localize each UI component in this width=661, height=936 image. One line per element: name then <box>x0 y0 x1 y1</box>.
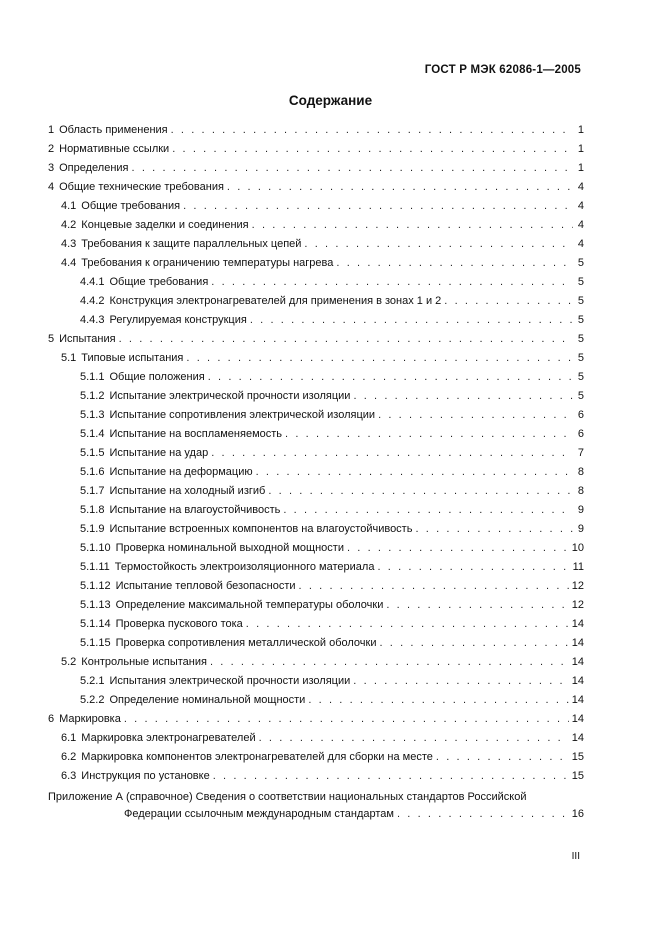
toc-entry-number: 5.1.8 <box>80 504 105 516</box>
toc-entry-page: 14 <box>571 637 584 649</box>
toc-entry-label <box>61 770 210 782</box>
toc-entry-text: Регулируемая конструкция <box>109 314 247 326</box>
toc-entry[interactable] <box>48 238 584 257</box>
toc-entry-label <box>80 618 243 630</box>
toc-entry-text: Испытание сопротивления электрической изоляции <box>109 409 376 421</box>
annex-title-line-2 <box>48 808 584 827</box>
toc-entry[interactable] <box>48 200 584 219</box>
toc-entry[interactable] <box>48 599 584 618</box>
toc-entry[interactable] <box>48 637 584 656</box>
toc-entry-number: 5.1.3 <box>80 409 105 421</box>
toc-entry-page: 4 <box>577 219 584 231</box>
toc-entry-page: 5 <box>577 352 584 364</box>
toc-entry-page: 5 <box>577 257 584 269</box>
toc-entry[interactable] <box>48 580 584 599</box>
toc-entry-text: Испытание тепловой безопасности <box>115 580 296 592</box>
dot-leader <box>227 181 573 193</box>
toc-entry-text: Нормативные ссылки <box>59 143 170 155</box>
toc-entry[interactable] <box>48 618 584 637</box>
toc-entry-number: 5 <box>48 333 55 345</box>
toc-entry[interactable] <box>48 732 584 751</box>
toc-entry-page: 14 <box>571 618 584 630</box>
toc-entry-number: 5.1.12 <box>80 580 111 592</box>
dot-leader <box>211 447 573 459</box>
toc-entry[interactable] <box>48 352 584 371</box>
toc-entry[interactable] <box>48 656 584 675</box>
toc-entry[interactable] <box>48 314 584 333</box>
toc-entry-number: 5.1.15 <box>80 637 111 649</box>
toc-entry-number: 5.1.9 <box>80 523 105 535</box>
toc-entry-number: 4 <box>48 181 55 193</box>
page-number: III <box>571 851 580 862</box>
dot-leader <box>186 352 573 364</box>
toc-entry[interactable] <box>48 485 584 504</box>
toc-entry-label <box>80 295 441 307</box>
dot-leader <box>308 694 568 706</box>
dot-leader <box>415 523 573 535</box>
toc-entry-page: 5 <box>577 390 584 402</box>
toc-entry-number: 6 <box>48 713 55 725</box>
toc-entry[interactable] <box>48 143 584 162</box>
page-title: Содержание <box>288 93 373 108</box>
dot-leader <box>252 219 573 231</box>
toc-entry-text: Проверка сопротивления металлической оболочки <box>115 637 377 649</box>
toc-entry-page: 4 <box>577 200 584 212</box>
toc-entry-number: 5.2 <box>61 656 77 668</box>
dot-leader <box>210 656 569 668</box>
toc-entry-page: 4 <box>577 181 584 193</box>
toc-entry-text: Испытания электрической прочности изоляции <box>109 675 351 687</box>
toc-entry[interactable] <box>48 561 584 580</box>
toc-entry-label <box>61 751 433 763</box>
toc-entry-number: 5.1.2 <box>80 390 105 402</box>
dot-leader <box>132 162 573 174</box>
dot-leader <box>347 542 569 554</box>
dot-leader <box>379 637 568 649</box>
toc-entry-label <box>80 447 208 459</box>
toc-entry-text: Термостойкость электроизоляционного материала <box>114 561 375 573</box>
toc-entry[interactable] <box>48 371 584 390</box>
toc-entry-label <box>61 352 183 364</box>
toc-entry[interactable] <box>48 333 584 352</box>
dot-leader <box>353 675 568 687</box>
toc-entry-page: 5 <box>577 276 584 288</box>
toc-entry[interactable] <box>48 675 584 694</box>
dot-leader <box>208 371 573 383</box>
dot-leader <box>436 751 569 763</box>
annex-title-text: Федерации ссылочным международным стандартам <box>124 808 394 820</box>
toc-entry-text: Определение номинальной мощности <box>109 694 306 706</box>
toc-entry-text: Определение максимальной температуры оболочки <box>115 599 384 611</box>
toc-entry-text: Контрольные испытания <box>81 656 207 668</box>
toc-entry-number: 4.4.1 <box>80 276 105 288</box>
dot-leader <box>397 808 569 820</box>
toc-entry-label <box>80 694 305 706</box>
toc-entry[interactable] <box>48 447 584 466</box>
toc-entry-text: Испытания <box>59 333 116 345</box>
toc-entry-label <box>80 523 412 535</box>
toc-entry-page: 14 <box>571 694 584 706</box>
toc-entry[interactable] <box>48 295 584 314</box>
toc-entry[interactable] <box>48 694 584 713</box>
toc-entry-label <box>80 599 383 611</box>
toc-entry-text: Требования к ограничению температуры нагрева <box>81 257 334 269</box>
toc-entry-text: Инструкция по установке <box>81 770 210 782</box>
toc-entry[interactable] <box>48 770 584 789</box>
dot-leader <box>172 143 573 155</box>
toc-entry-number: 5.1.11 <box>80 561 110 573</box>
toc-entry[interactable] <box>48 276 584 295</box>
toc-entry-number: 4.2 <box>61 219 77 231</box>
toc-entry-page: 15 <box>571 751 584 763</box>
toc-entry-label <box>48 333 116 345</box>
toc-entry-number: 6.1 <box>61 732 77 744</box>
toc-entry[interactable] <box>48 390 584 409</box>
toc-entry-number: 5.1.4 <box>80 428 105 440</box>
toc-entry-label <box>80 428 282 440</box>
dot-leader <box>183 200 573 212</box>
toc-entry-number: 4.1 <box>61 200 77 212</box>
toc-entry-label <box>80 390 350 402</box>
toc-entry[interactable] <box>48 219 584 238</box>
toc-entry-text: Проверка пускового тока <box>115 618 243 630</box>
toc-entry-text: Общие требования <box>81 200 181 212</box>
annex-title-line-1: Приложение А (справочное) Сведения о соответствии национальных стандартов Российской <box>48 791 527 803</box>
toc-entry-number: 5.2.2 <box>80 694 105 706</box>
toc-entry-text: Типовые испытания <box>81 352 184 364</box>
toc-entry[interactable] <box>48 713 584 732</box>
dot-leader <box>304 238 573 250</box>
toc-entry-text: Испытание встроенных компонентов на влагоустойчивость <box>109 523 413 535</box>
dot-leader <box>353 390 573 402</box>
toc-entry[interactable] <box>48 751 584 770</box>
table-of-contents <box>48 124 584 827</box>
dot-leader <box>211 276 573 288</box>
toc-entry-number: 5.1.1 <box>80 371 105 383</box>
toc-entry-page: 6 <box>577 428 584 440</box>
dot-leader <box>268 485 573 497</box>
dot-leader <box>119 333 573 345</box>
toc-entry-label <box>80 466 253 478</box>
toc-entry-text: Определения <box>59 162 129 174</box>
toc-entry-page: 5 <box>577 295 584 307</box>
toc-entry-label <box>80 504 280 516</box>
toc-entry-page: 6 <box>577 409 584 421</box>
toc-entry[interactable] <box>48 181 584 200</box>
toc-entry-text: Требования к защите параллельных цепей <box>81 238 302 250</box>
toc-entry-page: 9 <box>577 523 584 535</box>
toc-entry-page: 8 <box>577 466 584 478</box>
dot-leader <box>378 409 573 421</box>
toc-entry-number: 4.4 <box>61 257 77 269</box>
toc-entry-label <box>61 732 256 744</box>
toc-entry[interactable] <box>48 523 584 542</box>
toc-entry-label <box>80 542 344 554</box>
toc-entry-page: 5 <box>577 333 584 345</box>
toc-entry[interactable] <box>48 428 584 447</box>
toc-entry-page: 14 <box>571 675 584 687</box>
toc-entry[interactable] <box>48 409 584 428</box>
toc-entry[interactable] <box>48 162 584 181</box>
toc-entry-text: Общие технические требования <box>59 181 224 193</box>
toc-entry-page: 7 <box>577 447 584 459</box>
toc-entry-number: 4.4.2 <box>80 295 105 307</box>
toc-entry-number: 6.3 <box>61 770 77 782</box>
dot-leader <box>386 599 568 611</box>
toc-entry-page: 12 <box>571 599 584 611</box>
toc-entry-page: 8 <box>577 485 584 497</box>
toc-entry-number: 6.2 <box>61 751 77 763</box>
toc-entry-label <box>61 219 249 231</box>
toc-entry-label <box>80 485 265 497</box>
toc-entry-number: 5.1.14 <box>80 618 111 630</box>
toc-entry-text: Область применения <box>59 124 168 136</box>
toc-entry-text: Маркировка <box>59 713 121 725</box>
toc-entry-page: 10 <box>571 542 584 554</box>
dot-leader <box>377 561 569 573</box>
toc-entry-label <box>48 143 169 155</box>
toc-entry-label <box>48 181 224 193</box>
toc-entry-page: 1 <box>577 162 584 174</box>
annex-page: 16 <box>571 808 584 820</box>
toc-entry-text: Испытание на деформацию <box>109 466 253 478</box>
toc-entry-text: Испытание на влагоустойчивость <box>109 504 281 516</box>
dot-leader <box>285 428 573 440</box>
toc-entry-label <box>48 124 168 136</box>
toc-entry-number: 5.1.10 <box>80 542 111 554</box>
toc-entry-text: Испытание на воспламеняемость <box>109 428 283 440</box>
dot-leader <box>250 314 573 326</box>
toc-entry-text: Проверка номинальной выходной мощности <box>115 542 344 554</box>
toc-entry-label <box>80 637 376 649</box>
toc-entry-number: 5.1.7 <box>80 485 105 497</box>
dot-leader <box>283 504 573 516</box>
toc-entry-label <box>48 713 121 725</box>
toc-entry-text: Общие положения <box>109 371 205 383</box>
toc-entry-number: 5.1.5 <box>80 447 105 459</box>
toc-entry-text: Маркировка электронагревателей <box>81 732 256 744</box>
dot-leader <box>256 466 573 478</box>
toc-entry-text: Общие требования <box>109 276 209 288</box>
toc-entry-page: 5 <box>577 371 584 383</box>
dot-leader <box>259 732 569 744</box>
toc-entry-number: 5.1.6 <box>80 466 105 478</box>
toc-entry-number: 5.1 <box>61 352 77 364</box>
dot-leader <box>299 580 569 592</box>
toc-entry-number: 4.4.3 <box>80 314 105 326</box>
toc-entry-page: 1 <box>577 124 584 136</box>
toc-entry[interactable] <box>48 542 584 561</box>
toc-entry[interactable] <box>48 504 584 523</box>
toc-entry-label <box>61 257 333 269</box>
toc-entry[interactable] <box>48 124 584 143</box>
toc-entry-text: Маркировка компонентов электронагревателей для сборки на месте <box>81 751 433 763</box>
toc-entry-label <box>80 314 247 326</box>
dot-leader <box>171 124 573 136</box>
toc-entry-text: Концевые заделки и соединения <box>81 219 249 231</box>
toc-entry-label <box>80 371 205 383</box>
toc-entry-label <box>61 200 180 212</box>
toc-annex-entry[interactable] <box>48 791 584 827</box>
toc-entry-page: 14 <box>571 732 584 744</box>
toc-entry-page: 4 <box>577 238 584 250</box>
dot-leader <box>124 713 569 725</box>
toc-entry-number: 4.3 <box>61 238 77 250</box>
toc-entry-number: 5.1.13 <box>80 599 111 611</box>
toc-entry-label <box>61 238 301 250</box>
toc-entry-page: 15 <box>571 770 584 782</box>
toc-entry-page: 9 <box>577 504 584 516</box>
toc-entry-page: 1 <box>577 143 584 155</box>
toc-entry-label <box>61 656 207 668</box>
toc-entry-page: 14 <box>571 656 584 668</box>
toc-entry-text: Испытание электрической прочности изоляции <box>109 390 351 402</box>
toc-entry-label <box>48 162 129 174</box>
toc-entry-number: 5.2.1 <box>80 675 105 687</box>
toc-entry-text: Испытание на удар <box>109 447 209 459</box>
dot-leader <box>213 770 569 782</box>
toc-entry-label <box>80 561 374 573</box>
toc-entry-label <box>80 276 208 288</box>
document-id-header: ГОСТ Р МЭК 62086-1—2005 <box>424 64 581 76</box>
dot-leader <box>444 295 573 307</box>
toc-entry-label <box>80 675 350 687</box>
dot-leader <box>336 257 573 269</box>
toc-entry-text: Конструкция электронагревателей для применения в зонах 1 и 2 <box>109 295 442 307</box>
toc-entry-text: Испытание на холодный изгиб <box>109 485 266 497</box>
toc-entry-number: 1 <box>48 124 55 136</box>
toc-entry-label <box>80 409 375 421</box>
toc-entry-number: 2 <box>48 143 55 155</box>
dot-leader <box>246 618 569 630</box>
toc-entry-number: 3 <box>48 162 55 174</box>
toc-entry-page: 5 <box>577 314 584 326</box>
toc-entry-page: 12 <box>571 580 584 592</box>
toc-entry[interactable] <box>48 466 584 485</box>
toc-entry[interactable] <box>48 257 584 276</box>
toc-entry-label <box>80 580 296 592</box>
toc-entry-page: 14 <box>571 713 584 725</box>
toc-entry-page: 11 <box>572 561 584 573</box>
